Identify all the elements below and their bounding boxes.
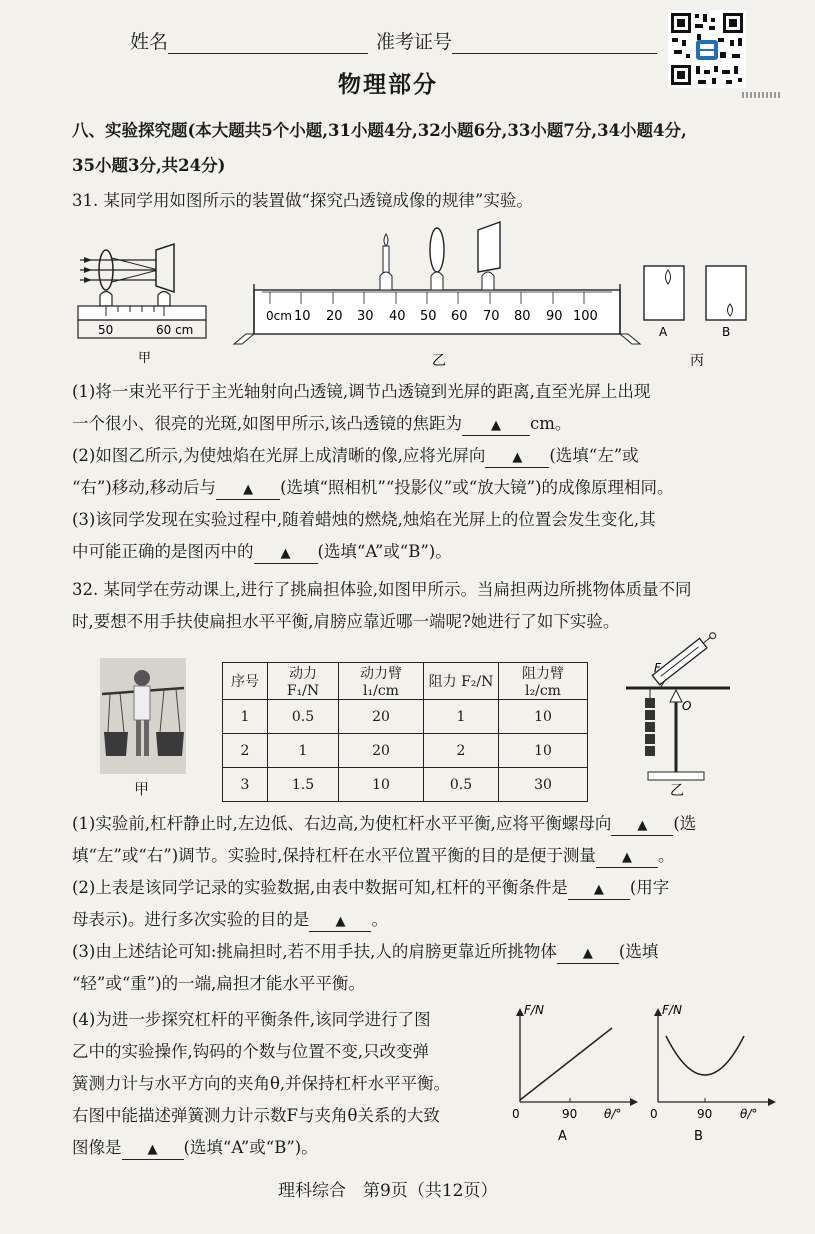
q32-part4-line5: 图像是 ▲ (选填“A”或“B”)。 (72, 1132, 318, 1163)
table-cell: 1 (223, 700, 268, 734)
fig-yi-caption: 乙 (432, 353, 446, 369)
table-header-cell: 动力臂 l₁/cm (339, 663, 424, 700)
graph-b (650, 1003, 776, 1144)
fig-bing-label-a: A (659, 325, 668, 339)
answer-blank[interactable]: ▲ (254, 545, 318, 564)
table-cell: 2 (424, 734, 499, 768)
fig-jia-tick-50: 50 (98, 323, 114, 337)
table-cell: 0.5 (268, 700, 339, 734)
page-footer: 理科综合 第9页（共12页） (278, 1181, 498, 1201)
ruler-tick-50: 50 (420, 309, 437, 324)
q32-part3-line2: “轻”或“重”)的一端,扁担才能水平平衡。 (72, 974, 365, 993)
exam-no-line (452, 33, 657, 54)
table-row (223, 734, 588, 768)
table-cell: 30 (499, 768, 588, 802)
q31-part2-line2: “右”)移动,移动后与 ▲ (选填“照相机”“投影仪”或“放大镜”)的成像原理相同。 (72, 472, 674, 503)
graph-b-origin: 0 (650, 1107, 658, 1121)
q31-part2-line1: (2)如图乙所示,为使烛焰在光屏上成清晰的像,应将光屏向 ▲ (选填“左”或 (72, 440, 639, 471)
answer-blank[interactable]: ▲ (122, 1141, 184, 1160)
carrying-pole-photo (100, 658, 186, 774)
table-header-cell: 动力 F₁/N (268, 663, 339, 700)
q32-part3-line1: (3)由上述结论可知:挑扁担时,若不用手扶,人的肩膀更靠近所挑物体 ▲ (选填 (72, 936, 658, 967)
answer-blank[interactable]: ▲ (596, 849, 658, 868)
ruler-tick-30: 30 (357, 309, 374, 324)
lever-data-table (222, 662, 588, 802)
q32-part2-line2: 母表示)。进行多次实验的目的是 ▲ 。 (72, 904, 388, 935)
name-line (168, 33, 368, 54)
graph-b-tick: 90 (697, 1107, 713, 1121)
table-row (223, 700, 588, 734)
answer-blank[interactable]: ▲ (611, 817, 673, 836)
ruler-tick-80: 80 (514, 309, 531, 324)
q31-stem: 31. 某同学用如图所示的装置做“探究凸透镜成像的规律”实验。 (72, 191, 533, 210)
graph-a-caption: A (558, 1129, 567, 1144)
table-cell: 20 (339, 734, 424, 768)
lever-figure (620, 632, 740, 802)
q32-part4-line1: (4)为进一步探究杠杆的平衡条件,该同学进行了图 (72, 1010, 431, 1029)
lever-label-o: O (682, 699, 692, 713)
table-cell: 3 (223, 768, 268, 802)
fig-jia-caption: 甲 (138, 351, 152, 366)
answer-blank[interactable]: ▲ (462, 417, 530, 436)
graph-a-tick: 90 (562, 1107, 578, 1121)
ruler-tick-10: 10 (294, 309, 311, 324)
fig-bing-caption: 丙 (690, 353, 704, 369)
answer-blank[interactable]: ▲ (568, 881, 630, 900)
q31-figures (70, 210, 790, 370)
fig-yi (234, 222, 640, 369)
fig-jia (78, 244, 206, 366)
graph-a-curve (520, 1028, 612, 1100)
ruler-tick-60: 60 (451, 309, 468, 324)
table-cell: 10 (499, 734, 588, 768)
ruler-tick-70: 70 (483, 309, 500, 324)
exam-no-label: 准考证号 (376, 31, 453, 53)
q32-part2-line1: (2)上表是该同学记录的实验数据,由表中数据可知,杠杆的平衡条件是 ▲ (用字 (72, 872, 669, 903)
page-title: 物理部分 (338, 71, 438, 98)
name-label: 姓名 (130, 31, 169, 53)
name-field (130, 27, 368, 54)
q32-part4-line3: 簧测力计与水平方向的夹角θ,并保持杠杆水平平衡。 (72, 1074, 451, 1093)
ruler-tick-90: 90 (546, 309, 563, 324)
table-row (223, 768, 588, 802)
fig-bing-label-b: B (722, 325, 731, 339)
table-cell: 20 (339, 700, 424, 734)
table-header-cell: 序号 (223, 663, 268, 700)
qr-code (668, 10, 746, 88)
graph-a-xlabel: θ/° (604, 1107, 622, 1121)
graph-b-ylabel: F/N (662, 1003, 682, 1017)
graph-b-caption: B (694, 1129, 703, 1144)
lever-label-f: F (654, 661, 661, 675)
table-cell: 10 (339, 768, 424, 802)
graph-a-origin: 0 (512, 1107, 520, 1121)
ruler-tick-100: 100 (573, 309, 598, 324)
ruler-tick-40: 40 (389, 309, 406, 324)
table-cell: 1 (424, 700, 499, 734)
f-theta-graphs (500, 1002, 790, 1152)
q32-part1-line1: (1)实验前,杠杆静止时,左边低、右边高,为使杠杆水平平衡,应将平衡螺母向 ▲ (选 (72, 808, 696, 839)
table-cell: 10 (499, 700, 588, 734)
ruler-start-label: 0cm (266, 309, 292, 323)
section-heading-line2: 35小题3分,共24分) (72, 156, 226, 175)
photo-caption: 甲 (134, 780, 150, 798)
lever-caption: 乙 (670, 783, 684, 799)
table-cell: 1.5 (268, 768, 339, 802)
q32-stem-line2: 时,要想不用手扶使扁担水平平衡,肩膀应靠近哪一端呢?她进行了如下实验。 (72, 612, 620, 631)
answer-blank[interactable]: ▲ (485, 449, 549, 468)
table-cell: 2 (223, 734, 268, 768)
q32-part4-line4: 右图中能描述弹簧测力计示数F与夹角θ关系的大致 (72, 1106, 440, 1125)
graph-b-xlabel: θ/° (740, 1107, 758, 1121)
ruler-tick-20: 20 (326, 309, 343, 324)
q32-part1-line2: 填“左”或“右”)调节。实验时,保持杠杆在水平位置平衡的目的是便于测量 ▲ 。 (72, 840, 674, 871)
graph-a-ylabel: F/N (524, 1003, 544, 1017)
answer-blank[interactable]: ▲ (557, 945, 619, 964)
q31-part1-line2: 一个很小、很亮的光斑,如图甲所示,该凸透镜的焦距为 ▲ cm。 (72, 408, 571, 439)
answer-blank[interactable]: ▲ (309, 913, 371, 932)
exam-no-field (376, 27, 657, 54)
table-header-cell: 阻力 F₂/N (424, 663, 499, 700)
q32-stem-line1: 32. 某同学在劳动课上,进行了挑扁担体验,如图甲所示。当扁担两边所挑物体质量不同 (72, 580, 692, 599)
table-header-row (223, 663, 588, 700)
q31-part3-line2: 中可能正确的是图丙中的 ▲ (选填“A”或“B”)。 (72, 536, 452, 567)
q31-part3-line1: (3)该同学发现在实验过程中,随着蜡烛的燃烧,烛焰在光屏上的位置会发生变化,其 (72, 510, 656, 529)
graph-a (512, 1003, 638, 1144)
fig-bing (644, 266, 746, 369)
fig-jia-tick-60: 60 cm (156, 323, 194, 337)
table-cell: 1 (268, 734, 339, 768)
section-heading-line1: 八、实验探究题(本大题共5个小题,31小题4分,32小题6分,33小题7分,34小题4分, (72, 121, 687, 140)
q32-part4-line2: 乙中的实验操作,钩码的个数与位置不变,只改变弹 (72, 1042, 429, 1061)
q31-part1-line1: (1)将一束光平行于主光轴射向凸透镜,调节凸透镜到光屏的距离,直至光屏上出现 (72, 382, 651, 401)
answer-blank[interactable]: ▲ (216, 481, 280, 500)
qr-fineprint (742, 92, 782, 98)
table-cell: 0.5 (424, 768, 499, 802)
graph-b-curve (666, 1036, 744, 1075)
table-header-cell: 阻力臂 l₂/cm (499, 663, 588, 700)
